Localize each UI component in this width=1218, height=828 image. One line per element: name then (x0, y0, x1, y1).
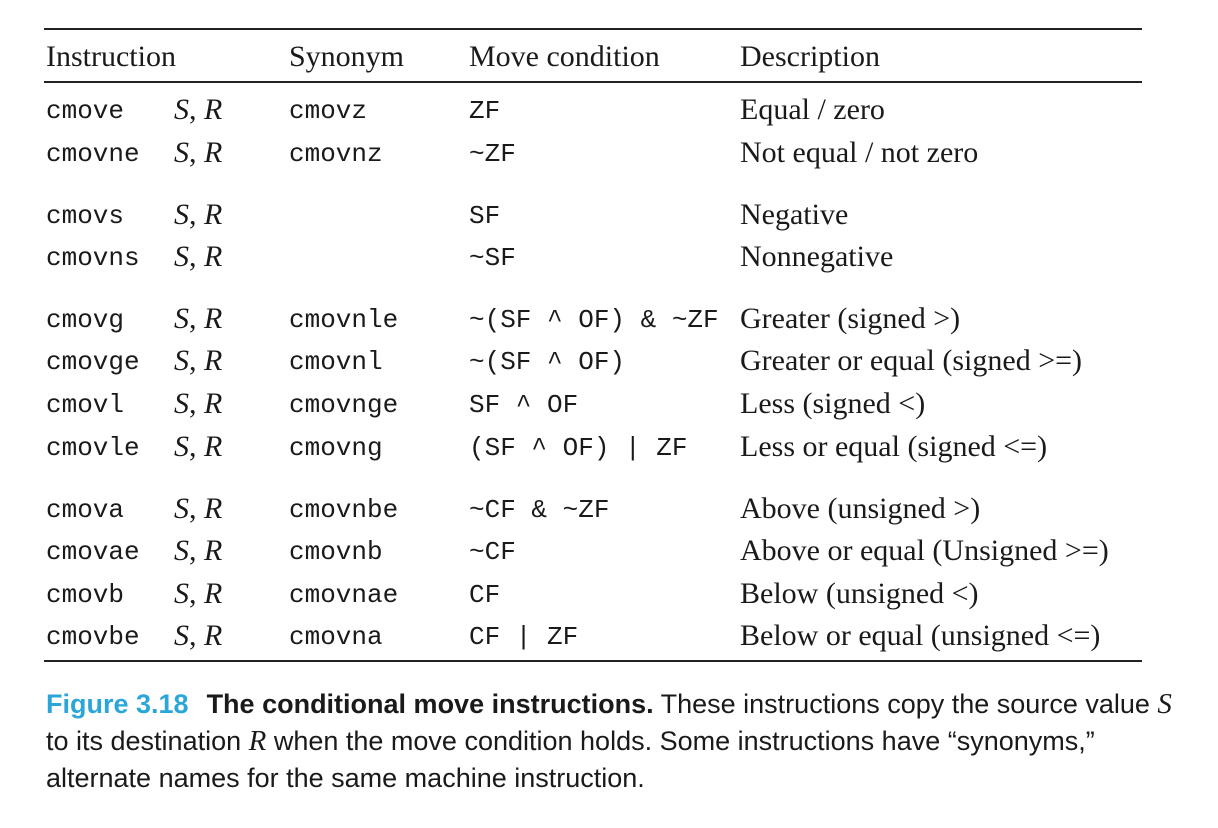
operands-cell (174, 346, 222, 376)
instruction-cell: cmovl (46, 390, 125, 420)
operand-destination: R (204, 430, 223, 463)
synonym-cell: cmovnae (289, 580, 399, 610)
operand-destination: R (204, 577, 223, 610)
operands-cell (174, 579, 222, 609)
condition-cell: ~CF (469, 537, 516, 567)
figure-caption (46, 686, 1176, 797)
operand-separator: , (189, 302, 197, 335)
operand-separator: , (189, 534, 197, 567)
caption-var-s: S (1157, 688, 1172, 720)
operand-separator: , (189, 136, 197, 169)
header-instruction: Instruction (46, 40, 176, 73)
synonym-cell: cmovnle (289, 305, 399, 335)
operand-separator: , (189, 430, 197, 463)
operand-destination: R (204, 619, 223, 652)
operand-source: S (174, 387, 189, 420)
table-header-rule (44, 81, 1142, 83)
operands-cell (174, 432, 222, 462)
operand-source: S (174, 302, 189, 335)
operand-source: S (174, 198, 189, 231)
condition-cell: ~ZF (469, 139, 516, 169)
condition-cell: SF ^ OF (469, 390, 579, 420)
condition-cell: ~SF (469, 243, 516, 273)
operand-destination: R (204, 344, 223, 377)
operand-destination: R (204, 136, 223, 169)
condition-cell: CF (469, 580, 501, 610)
description-cell: Not equal / not zero (740, 136, 979, 169)
operands-cell (174, 242, 222, 272)
table-top-rule (44, 28, 1142, 30)
operand-separator: , (189, 198, 197, 231)
operand-destination: R (204, 534, 223, 567)
instruction-cell: cmovle (46, 433, 140, 463)
operand-source: S (174, 136, 189, 169)
instruction-cell: cmovae (46, 537, 140, 567)
description-cell: Above or equal (Unsigned >=) (740, 534, 1109, 567)
operands-cell (174, 494, 222, 524)
synonym-cell: cmovnz (289, 139, 383, 169)
description-cell: Nonnegative (740, 240, 894, 273)
operand-source: S (174, 240, 189, 273)
instruction-cell: cmove (46, 96, 125, 126)
synonym-cell: cmovnb (289, 537, 383, 567)
operands-cell (174, 621, 222, 651)
header-description: Description (740, 40, 880, 73)
condition-cell: SF (469, 201, 501, 231)
operands-cell (174, 95, 222, 125)
instruction-cell: cmovs (46, 201, 125, 231)
synonym-cell: cmovnl (289, 347, 383, 377)
caption-text-3: when the move condition holds. Some instructions have “synonyms,” alternate names for the same machine instruction. (46, 726, 1095, 793)
instruction-cell: cmovge (46, 347, 140, 377)
description-cell: Negative (740, 198, 849, 231)
instruction-cell: cmova (46, 495, 125, 525)
description-cell: Below (unsigned <) (740, 577, 979, 610)
instruction-cell: cmovne (46, 139, 140, 169)
operand-source: S (174, 430, 189, 463)
operand-destination: R (204, 302, 223, 335)
condition-cell: ZF (469, 96, 501, 126)
instruction-cell: cmovbe (46, 622, 140, 652)
operand-source: S (174, 577, 189, 610)
operand-separator: , (189, 344, 197, 377)
condition-cell: CF | ZF (469, 622, 579, 652)
operand-source: S (174, 534, 189, 567)
caption-text-1: These instructions copy the source value (653, 689, 1158, 719)
operand-separator: , (189, 240, 197, 273)
figure-title: The conditional move instructions. (206, 689, 654, 719)
operands-cell (174, 536, 222, 566)
description-cell: Less or equal (signed <=) (740, 430, 1048, 463)
description-cell: Below or equal (unsigned <=) (740, 619, 1101, 652)
operand-source: S (174, 344, 189, 377)
description-cell: Greater (signed >) (740, 302, 961, 335)
condition-cell: ~CF & ~ZF (469, 495, 610, 525)
description-cell: Less (signed <) (740, 387, 926, 420)
operand-source: S (174, 619, 189, 652)
synonym-cell: cmovz (289, 96, 368, 126)
synonym-cell: cmovng (289, 433, 383, 463)
operand-destination: R (204, 240, 223, 273)
operand-destination: R (204, 387, 223, 420)
synonym-cell: cmovnge (289, 390, 399, 420)
instruction-cell: cmovns (46, 243, 140, 273)
operand-destination: R (204, 93, 223, 126)
condition-cell: (SF ^ OF) | ZF (469, 433, 688, 463)
condition-cell: ~(SF ^ OF) (469, 347, 626, 377)
caption-text-2: to its destination (46, 726, 249, 756)
instruction-cell: cmovb (46, 580, 125, 610)
operands-cell (174, 389, 222, 419)
caption-var-r: R (248, 725, 267, 757)
operand-source: S (174, 492, 189, 525)
operand-destination: R (204, 492, 223, 525)
header-move-condition: Move condition (469, 40, 660, 73)
operand-separator: , (189, 387, 197, 420)
figure-label: Figure 3.18 (46, 689, 189, 719)
condition-cell: ~(SF ^ OF) & ~ZF (469, 305, 719, 335)
operand-source: S (174, 93, 189, 126)
operand-destination: R (204, 198, 223, 231)
description-cell: Greater or equal (signed >=) (740, 344, 1083, 377)
operands-cell (174, 200, 222, 230)
table-bottom-rule (44, 660, 1142, 662)
header-synonym: Synonym (289, 40, 405, 73)
description-cell: Above (unsigned >) (740, 492, 981, 525)
operand-separator: , (189, 619, 197, 652)
synonym-cell: cmovna (289, 622, 383, 652)
operand-separator: , (189, 577, 197, 610)
operand-separator: , (189, 492, 197, 525)
synonym-cell: cmovnbe (289, 495, 399, 525)
description-cell: Equal / zero (740, 93, 885, 126)
operand-separator: , (189, 93, 197, 126)
operands-cell (174, 304, 222, 334)
instruction-cell: cmovg (46, 305, 125, 335)
operands-cell (174, 138, 222, 168)
